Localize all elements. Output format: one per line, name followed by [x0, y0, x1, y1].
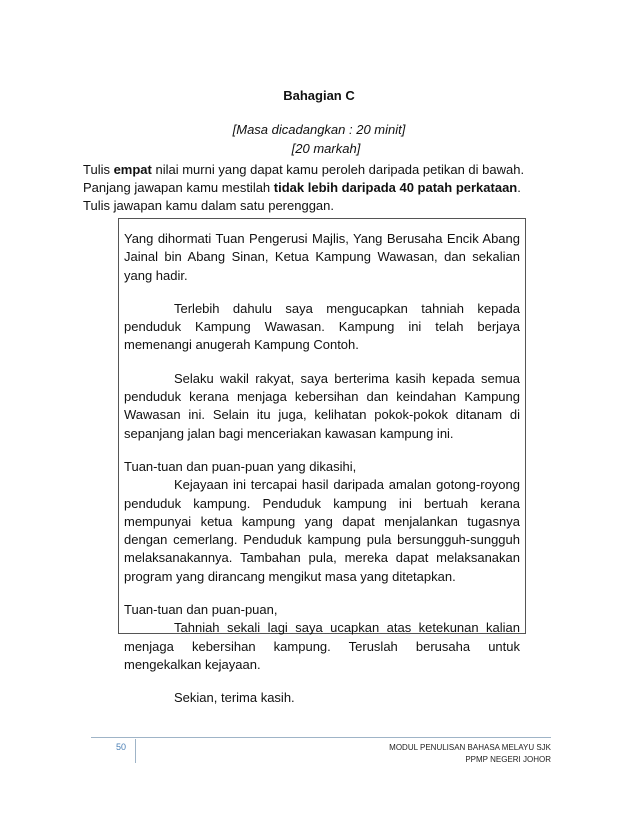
instructions	[83, 161, 563, 215]
passage-paragraph-5: Tuan-tuan dan puan-puan, Tahniah sekali lagi saya ucapkan atas ketekunan kalian menjaga kebersihan kampung. Teruslah berusaha untuk mengekalkan kejayaan.	[124, 602, 520, 672]
instruction-line-2: Panjang jawapan kamu mestilah tidak lebih daripada 40 patah perkataan.	[83, 180, 521, 195]
marks-allocation: [20 markah]	[291, 141, 361, 156]
suggested-time: [Masa dicadangkan : 20 minit]	[232, 122, 406, 137]
page-number: 50	[116, 742, 127, 752]
passage-paragraph-3: Selaku wakil rakyat, saya berterima kasih kepada semua penduduk kerana menjaga kebersihan dan keindahan Kampung Wawasan ini. Selain itu juga, kelihatan pokok-pokok ditanam di sepanjang jalan bagi menceriakan kawasan kampung ini.	[124, 370, 520, 441]
section-title: Bahagian C	[283, 88, 355, 103]
passage-closing: Sekian, terima kasih.	[174, 690, 295, 706]
instruction-line-1: Tulis empat nilai murni yang dapat kamu peroleh daripada petikan di bawah.	[83, 162, 525, 177]
footer-module-info	[389, 742, 551, 766]
footer-org: PPMP NEGERI JOHOR	[465, 755, 551, 764]
footer-module: MODUL PENULISAN BAHASA MELAYU SJK	[389, 743, 551, 752]
footer-rule	[91, 737, 551, 738]
passage-paragraph-2: Terlebih dahulu saya mengucapkan tahniah kepada penduduk Kampung Wawasan. Kampung ini telah berjaya memenangi anugerah Kampung Contoh.	[124, 300, 520, 353]
instruction-line-3: Tulis jawapan kamu dalam satu perenggan.	[83, 198, 334, 213]
passage-paragraph-1: Yang dihormati Tuan Pengerusi Majlis, Yang Berusaha Encik Abang Jainal bin Abang Sinan, Ketua Kampung Wawasan, dan sekalian yang hadir.	[124, 231, 520, 283]
footer-divider	[135, 739, 136, 763]
passage-paragraph-4: Tuan-tuan dan puan-puan yang dikasihi, Kejayaan ini tercapai hasil daripada amalan gotong-royong penduduk kampung. Penduduk kampung ini bertuah kerana mempunyai ketua kampung yang dapat menjalankan tugasnya dengan cemerlang. Penduduk kampung pula bersungguh-sungguh melaksanakannya. Tambahan pula, mereka dapat melaksanakan program yang dirancang mengikut masa yang ditetapkan.	[124, 458, 520, 584]
passage	[124, 230, 520, 723]
